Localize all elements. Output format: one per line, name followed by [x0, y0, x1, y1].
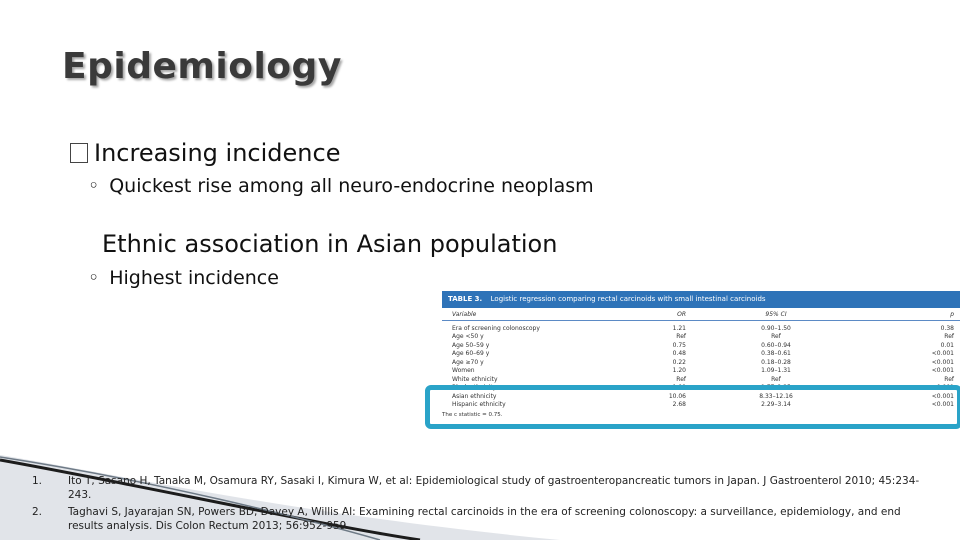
col-header-ci: 95% CI: [765, 310, 787, 318]
circle-bullet-icon: ◦: [88, 175, 100, 197]
cell-or: 0.22: [672, 358, 686, 366]
reference-text: Taghavi S, Jayarajan SN, Powers BD, Davey A, Willis AI: Examining rectal carcinoids in the era of screening colonoscopy: a surveillance, epidemiology, and end results analysis. Dis Colon Rectum 2013; 56:952-959.: [68, 506, 901, 532]
cell-variable: Age ≥70 y: [452, 358, 484, 366]
cell-p: <0.001: [931, 350, 954, 358]
col-header-or: OR: [677, 310, 686, 318]
cell-p: Ref: [944, 375, 954, 383]
cell-variable: Era of screening colonoscopy: [452, 324, 540, 332]
table-caption: Logistic regression comparing rectal carcinoids with small intestinal carcinoids: [490, 295, 766, 303]
cell-or: 2.68: [672, 401, 686, 409]
cell-p: <0.001: [931, 367, 954, 375]
table-row: [442, 350, 960, 359]
table-row: [442, 375, 960, 384]
cell-or: 10.06: [668, 392, 686, 400]
col-header-p: p: [950, 310, 954, 318]
cell-or: 1.20: [672, 367, 686, 375]
cell-ci: Ref: [771, 375, 781, 383]
cell-or: 0.75: [672, 341, 686, 349]
table-row: [442, 358, 960, 367]
table-column-headers: [442, 308, 960, 321]
highlight-box: [425, 385, 960, 429]
bullet-text: Quickest rise among all neuro-endocrine neoplasm: [109, 175, 594, 197]
table-row: [442, 333, 960, 342]
reference-number: 2.: [32, 506, 43, 518]
cell-p: Ref: [944, 333, 954, 341]
cell-p: <0.001: [931, 384, 954, 392]
cell-p: <0.001: [931, 392, 954, 400]
cell-ci: 0.18–0.28: [761, 358, 791, 366]
checkbox-bullet-icon: [70, 143, 88, 163]
cell-or: 0.48: [672, 350, 686, 358]
table-label: TABLE 3.: [448, 295, 483, 303]
table-header-bar: [442, 291, 960, 308]
references-list: [30, 474, 930, 533]
cell-variable: Age <50 y: [452, 333, 484, 341]
cell-or: Ref: [676, 333, 686, 341]
reference-item: [30, 505, 930, 533]
cell-ci: 0.38–0.61: [761, 350, 791, 358]
sub-bullet-highest-incidence: [88, 267, 279, 289]
cell-ci: 2.29–3.14: [761, 401, 791, 409]
cell-ci: Ref: [771, 333, 781, 341]
cell-variable: Black ethnicity: [452, 384, 497, 392]
bullet-text: Ethnic association in Asian population: [102, 230, 558, 258]
circle-bullet-icon: ◦: [88, 267, 100, 289]
slide-title: Epidemiology: [62, 46, 342, 87]
table-row: [442, 341, 960, 350]
cell-variable: Age 50–59 y: [452, 341, 490, 349]
col-header-variable: Variable: [452, 310, 477, 318]
cell-ci: 0.90–1.50: [761, 324, 791, 332]
cell-or: 1.21: [672, 324, 686, 332]
cell-variable: Asian ethnicity: [452, 392, 497, 400]
cell-p: 0.01: [940, 341, 954, 349]
reference-item: [30, 474, 930, 502]
cell-or: 1.99: [672, 384, 686, 392]
cell-variable: Women: [452, 367, 475, 375]
cell-ci: 0.60–0.94: [761, 341, 791, 349]
cell-ci: 1.09–1.31: [761, 367, 791, 375]
cell-variable: White ethnicity: [452, 375, 498, 383]
cell-or: Ref: [676, 375, 686, 383]
table-row: [442, 367, 960, 376]
reference-number: 1.: [32, 475, 43, 487]
cell-p: 0.38: [940, 324, 954, 332]
table-row: [442, 324, 960, 333]
cell-p: <0.001: [931, 358, 954, 366]
sub-bullet-quickest-rise: [88, 175, 594, 197]
cell-ci: 1.77–2.25: [761, 384, 791, 392]
cell-ci: 8.33–12.16: [759, 392, 793, 400]
bullet-text: Highest incidence: [109, 267, 279, 289]
reference-text: Ito T, Sasano H, Tanaka M, Osamura RY, Sasaki I, Kimura W, et al: Epidemiological study of gastroenteropancreatic tumors in Japan. J Gastroenterol 2010; 45:234-243.: [68, 475, 920, 501]
cell-variable: Age 60–69 y: [452, 350, 490, 358]
cell-p: <0.001: [931, 401, 954, 409]
table-footnote: The c statistic = 0.75.: [442, 412, 503, 418]
bullet-increasing-incidence: [70, 139, 340, 167]
cell-variable: Hispanic ethnicity: [452, 401, 506, 409]
bullet-text: Increasing incidence: [94, 139, 341, 167]
bullet-ethnic-association: [70, 230, 557, 258]
